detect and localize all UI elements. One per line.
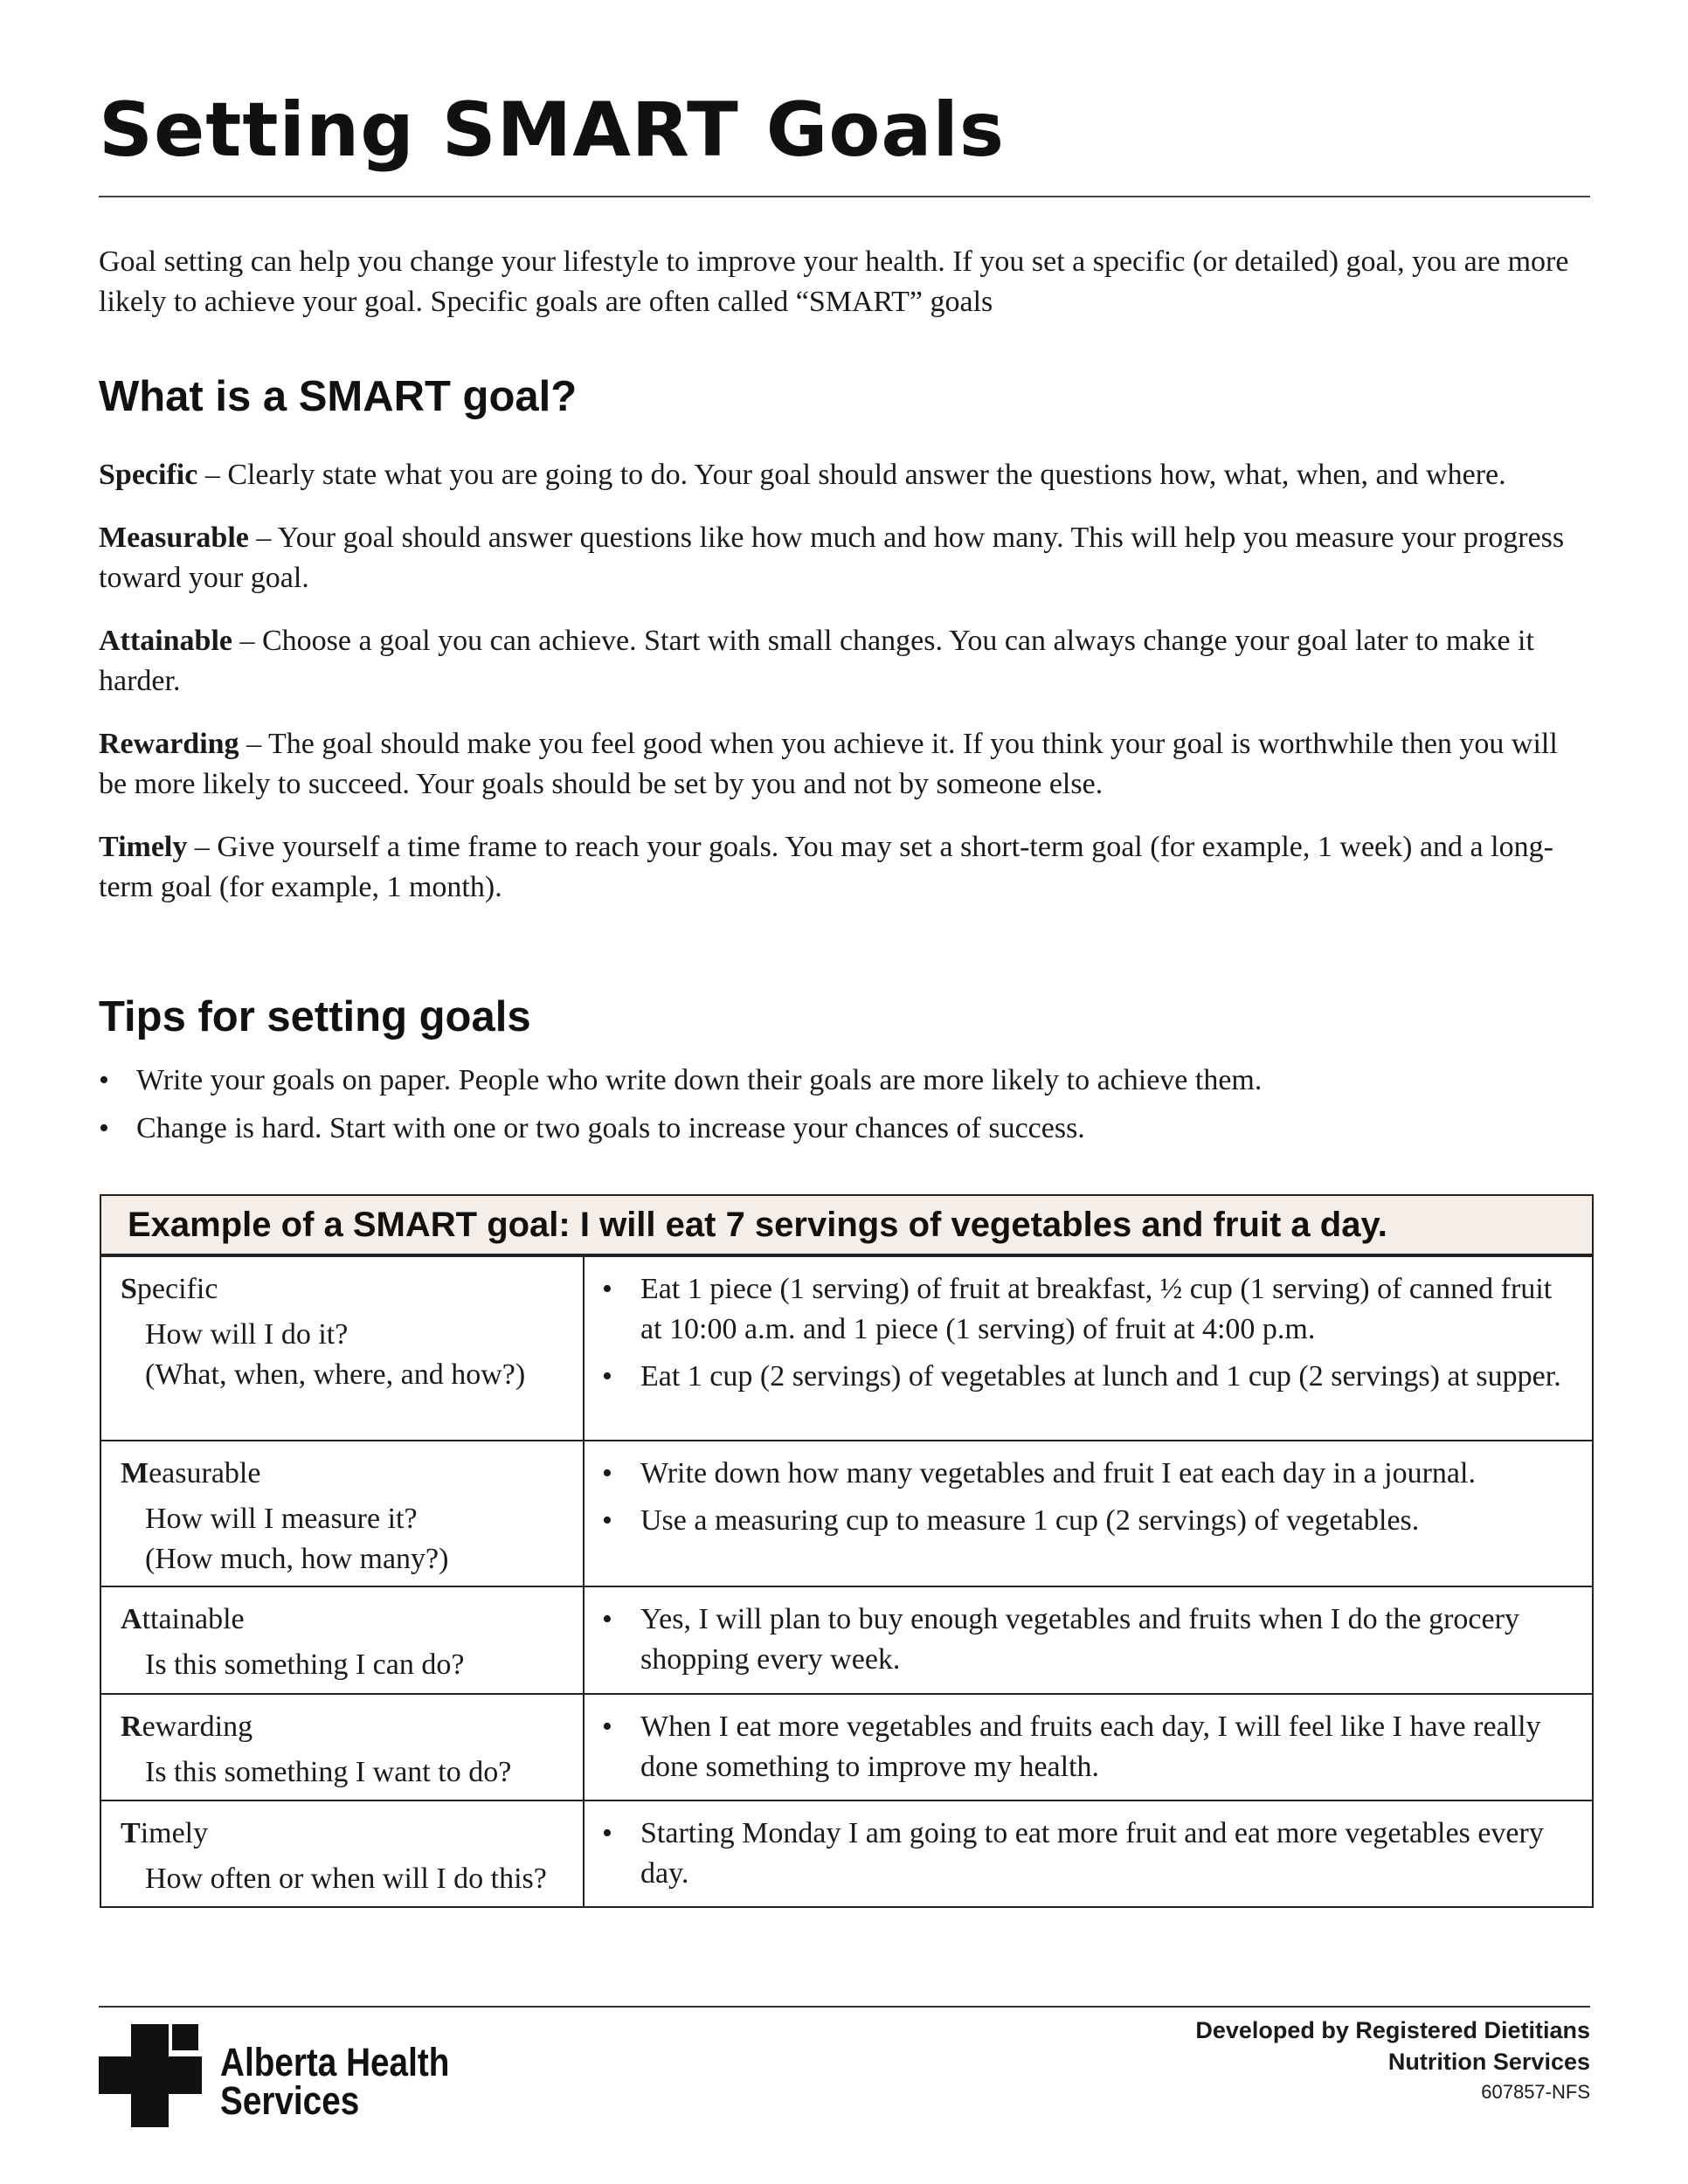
example-cell [585,1695,1592,1800]
list-item [602,1501,1580,1541]
criterion-question: (How much, how many?) [145,1543,449,1575]
criterion-label [121,1707,583,1747]
footer-credits [1195,2015,1590,2107]
section-heading-tips: Tips for setting goals [99,993,531,1040]
bullet-icon: • [602,1817,612,1849]
table-row [101,1255,1592,1440]
criterion-rest: pecific [136,1273,218,1305]
definition-text: Clearly state what you are going to do. Your goal should answer the questions how, what, when, and where. [227,459,1506,491]
page-title: Setting SMART Goals [99,86,1006,174]
definition-item [99,518,1593,598]
bullet-icon: • [602,1273,612,1305]
criterion-cell [101,1587,585,1693]
bullet-icon: • [602,1457,612,1489]
criterion-rest: ttainable [142,1603,245,1635]
title-divider [99,196,1590,197]
criterion-label [121,1600,583,1640]
list-item [602,1454,1580,1494]
example-text: When I eat more vegetables and fruits each day, I will feel like I have really done something to improve my health. [640,1711,1541,1783]
example-table-heading: Example of a SMART goal: I will eat 7 servings of vegetables and fruit a day. [101,1196,1592,1255]
example-text: Use a measuring cup to measure 1 cup (2 servings) of vegetables. [640,1504,1420,1537]
example-list [602,1707,1580,1787]
table-row [101,1440,1592,1586]
logo-line-1: Alberta Health [220,2040,450,2084]
example-text: Yes, I will plan to buy enough vegetables and fruits when I do the grocery shopping every week. [640,1603,1519,1676]
example-cell [585,1587,1592,1693]
criterion-question: (What, when, where, and how?) [145,1358,526,1391]
tips-list [99,1061,1593,1158]
intro-paragraph: Goal setting can help you change your lifestyle to improve your health. If you set a specific (or detailed) goal, you are more likely to achieve your goal. Specific goals are often called “SMART” goals [99,245,1569,318]
example-text: Eat 1 piece (1 serving) of fruit at breakfast, ½ cup (1 serving) of canned fruit at 10:00 a.m. and 1 piece (1 serving) of fruit at 4:00 p.m. [640,1273,1553,1345]
definition-item [99,455,1593,495]
bullet-icon: • [602,1504,612,1537]
definition-term: Measurable [99,522,249,554]
example-list [602,1454,1580,1541]
definition-text: Give yourself a time frame to reach your goals. You may set a short-term goal (for example, 1 week) and a long-term goal (for example, 1 month). [99,831,1553,903]
criterion-question: Is this something I want to do? [145,1756,512,1788]
criterion-cell [101,1441,585,1586]
tip-text: Change is hard. Start with one or two goals to increase your chances of success. [136,1112,1085,1144]
example-text: Write down how many vegetables and fruit I eat each day in a journal. [640,1457,1476,1489]
bullet-icon: • [99,1064,109,1096]
logo-wordmark [220,2040,450,2123]
definition-term: Rewarding [99,728,239,760]
criterion-initial: A [121,1603,142,1635]
example-cell [585,1801,1592,1906]
section-heading-what: What is a SMART goal? [99,373,578,420]
example-list [602,1814,1580,1894]
criterion-label [121,1814,583,1854]
bullet-icon: • [602,1360,612,1393]
definition-separator: – [232,625,262,657]
list-item [99,1061,1593,1100]
criterion-rest: ewarding [142,1711,253,1743]
bullet-icon: • [602,1711,612,1743]
criterion-rest: easurable [149,1457,261,1489]
definition-term: Timely [99,831,188,863]
list-item [602,1269,1580,1350]
definition-term: Specific [99,459,198,491]
table-row [101,1800,1592,1906]
example-list [602,1600,1580,1680]
definitions-list [99,455,1593,930]
definition-item [99,724,1593,805]
definition-separator: – [248,522,278,554]
list-item [602,1600,1580,1680]
criterion-cell [101,1801,585,1906]
example-text: Eat 1 cup (2 servings) of vegetables at lunch and 1 cup (2 servings) at supper. [640,1360,1561,1393]
list-item [602,1707,1580,1787]
definition-text: Your goal should answer questions like how much and how many. This will help you measure your progress toward your goal. [99,522,1565,594]
criterion-label [121,1269,583,1310]
example-cell [585,1441,1592,1586]
bullet-icon: • [99,1112,109,1144]
criterion-question: How often or when will I do this? [145,1863,547,1895]
example-cell [585,1257,1592,1440]
table-row [101,1586,1592,1693]
definition-separator: – [239,728,268,760]
bullet-icon: • [602,1603,612,1635]
criterion-initial: R [121,1711,142,1743]
definition-item [99,621,1593,702]
tip-text: Write your goals on paper. People who write down their goals are more likely to achieve them. [136,1064,1263,1096]
credit-developed-by: Developed by Registered Dietitians [1195,2017,1590,2043]
definition-separator: – [197,459,228,491]
definition-text: The goal should make you feel good when you achieve it. If you think your goal is worthwhile then you will be more likely to succeed. Your goals should be set by you and not by someone else. [99,728,1558,800]
criterion-label [121,1454,583,1494]
definition-separator: – [187,831,218,863]
criterion-question: Is this something I can do? [145,1648,465,1681]
definition-item [99,827,1593,908]
table-row [101,1693,1592,1800]
criterion-initial: T [121,1817,141,1849]
example-text: Starting Monday I am going to eat more fruit and eat more vegetables every day. [640,1817,1544,1890]
logo-line-2: Services [220,2078,360,2123]
footer-divider [99,2006,1590,2008]
criterion-rest: imely [140,1817,209,1849]
definition-term: Attainable [99,625,232,657]
criterion-question: How will I measure it? [145,1503,418,1535]
list-item [602,1814,1580,1894]
example-list [602,1269,1580,1397]
list-item [99,1109,1593,1148]
credit-department: Nutrition Services [1387,2049,1590,2075]
criterion-question: How will I do it? [145,1318,349,1351]
criterion-cell [101,1695,585,1800]
smart-example-table [100,1194,1594,1908]
list-item [602,1357,1580,1397]
criterion-cell [101,1257,585,1440]
definition-text: Choose a goal you can achieve. Start with small changes. You can always change your goal later to make it harder. [99,625,1534,697]
document-code: 607857-NFS [1481,2081,1590,2103]
criterion-initial: M [121,1457,149,1489]
criterion-initial: S [121,1273,137,1305]
